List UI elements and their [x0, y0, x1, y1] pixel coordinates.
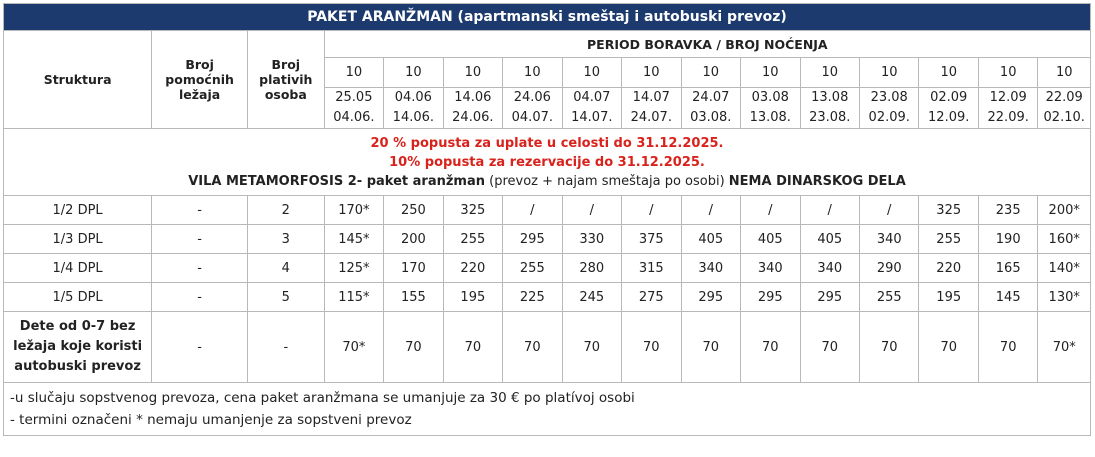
price-cell: 70	[681, 312, 740, 383]
period-from: 04.06	[394, 90, 432, 105]
price-cell: 155	[384, 283, 443, 312]
price-cell: 70	[503, 312, 562, 383]
period-nights: 10	[978, 58, 1037, 88]
period-to: 22.09.	[987, 110, 1029, 125]
table-row	[4, 312, 1091, 383]
price-cell: 145	[978, 283, 1037, 312]
period-to: 14.07.	[571, 110, 613, 125]
price-cell: 70	[622, 312, 681, 383]
period-dates	[384, 88, 443, 129]
table-row	[4, 283, 1091, 312]
price-cell: 195	[919, 283, 978, 312]
period-to: 24.07.	[630, 110, 672, 125]
row-structure: 1/4 DPL	[4, 254, 152, 283]
price-cell: 250	[384, 196, 443, 225]
period-from: 22.09	[1045, 90, 1083, 105]
price-cell: 375	[622, 225, 681, 254]
row-structure: 1/3 DPL	[4, 225, 152, 254]
price-cell: 405	[800, 225, 859, 254]
price-cell: 190	[978, 225, 1037, 254]
period-from: 12.09	[989, 90, 1027, 105]
period-to: 23.08.	[809, 110, 851, 125]
row-paying-persons: 5	[248, 283, 325, 312]
price-cell: 70	[562, 312, 621, 383]
period-from: 02.09	[930, 90, 968, 105]
row-paying-persons: -	[248, 312, 325, 383]
price-cell: 170*	[324, 196, 383, 225]
price-cell: 70	[859, 312, 918, 383]
row-extra-beds: -	[152, 254, 248, 283]
price-cell: 290	[859, 254, 918, 283]
row-paying-persons: 4	[248, 254, 325, 283]
price-cell: 70	[384, 312, 443, 383]
price-cell: 70	[741, 312, 800, 383]
period-from: 25.05	[335, 90, 373, 105]
price-cell: 165	[978, 254, 1037, 283]
period-nights: 10	[562, 58, 621, 88]
row-structure: Dete od 0-7 bez ležaja koje koristi autobuski prevoz	[4, 312, 152, 383]
period-to: 04.07.	[511, 110, 553, 125]
price-cell: 295	[741, 283, 800, 312]
period-from: 14.07	[632, 90, 670, 105]
period-from: 04.07	[573, 90, 611, 105]
period-from: 03.08	[751, 90, 789, 105]
price-cell: 405	[741, 225, 800, 254]
price-cell: 160*	[1038, 225, 1091, 254]
price-cell: 340	[741, 254, 800, 283]
price-cell: /	[562, 196, 621, 225]
price-cell: 325	[919, 196, 978, 225]
price-cell: 340	[800, 254, 859, 283]
price-cell: 325	[443, 196, 502, 225]
price-cell: 340	[681, 254, 740, 283]
price-rows	[4, 196, 1091, 383]
row-structure: 1/2 DPL	[4, 196, 152, 225]
row-paying-persons: 3	[248, 225, 325, 254]
price-cell: /	[503, 196, 562, 225]
price-cell: 220	[443, 254, 502, 283]
price-cell: 125*	[324, 254, 383, 283]
price-cell: /	[622, 196, 681, 225]
price-cell: 275	[622, 283, 681, 312]
price-cell: 200*	[1038, 196, 1091, 225]
price-cell: 220	[919, 254, 978, 283]
period-from: 13.08	[811, 90, 849, 105]
period-dates	[324, 88, 383, 129]
price-table	[3, 3, 1091, 436]
row-extra-beds: -	[152, 283, 248, 312]
period-from: 14.06	[454, 90, 492, 105]
promo-package-desc: (prevoz + najam smeštaja po osobi)	[485, 174, 729, 189]
price-cell: 235	[978, 196, 1037, 225]
period-to: 02.09.	[868, 110, 910, 125]
period-to: 02.10.	[1043, 110, 1085, 125]
period-to: 03.08.	[690, 110, 732, 125]
period-nights: 10	[503, 58, 562, 88]
price-cell: /	[681, 196, 740, 225]
price-cell: 340	[859, 225, 918, 254]
period-dates	[978, 88, 1037, 129]
period-nights: 10	[324, 58, 383, 88]
period-dates	[503, 88, 562, 129]
period-dates	[741, 88, 800, 129]
period-nights: 10	[859, 58, 918, 88]
period-nights: 10	[622, 58, 681, 88]
price-cell: 170	[384, 254, 443, 283]
period-to: 13.08.	[749, 110, 791, 125]
period-nights: 10	[741, 58, 800, 88]
price-cell: 330	[562, 225, 621, 254]
period-from: 24.07	[692, 90, 730, 105]
price-cell: 70	[800, 312, 859, 383]
price-cell: 255	[443, 225, 502, 254]
price-cell: 295	[503, 225, 562, 254]
period-dates	[800, 88, 859, 129]
price-cell: 70*	[324, 312, 383, 383]
period-dates	[681, 88, 740, 129]
price-cell: /	[800, 196, 859, 225]
row-paying-persons: 2	[248, 196, 325, 225]
notes-block	[4, 383, 1091, 436]
price-cell: 195	[443, 283, 502, 312]
promo-package-name: VILA METAMORFOSIS 2- paket aranžman	[188, 174, 485, 189]
period-nights: 10	[800, 58, 859, 88]
period-to: 12.09.	[928, 110, 970, 125]
price-cell: 70	[443, 312, 502, 383]
period-nights: 10	[1038, 58, 1091, 88]
price-cell: 295	[800, 283, 859, 312]
header-extra-beds: Broj pomoćnih ležaja	[152, 31, 248, 129]
promo-discount-full-payment: 20 % popusta za uplate u celosti do 31.12.2025.	[370, 136, 724, 151]
price-cell: 255	[919, 225, 978, 254]
period-dates	[622, 88, 681, 129]
price-cell: 315	[622, 254, 681, 283]
period-nights: 10	[681, 58, 740, 88]
period-dates	[562, 88, 621, 129]
price-cell: 200	[384, 225, 443, 254]
header-period: PERIOD BORAVKA / BROJ NOĆENJA	[324, 31, 1090, 58]
promo-discount-reservation: 10% popusta za rezervacije do 31.12.2025.	[389, 155, 705, 170]
note-own-transport: -u slučaju sopstvenog prevoza, cena paket aranžmana se umanjuje za 30 € po platívoj osobi	[10, 390, 635, 406]
period-nights: 10	[919, 58, 978, 88]
period-from: 23.08	[870, 90, 908, 105]
price-cell: 280	[562, 254, 621, 283]
period-nights: 10	[443, 58, 502, 88]
price-cell: 225	[503, 283, 562, 312]
period-dates	[1038, 88, 1091, 129]
table-row	[4, 225, 1091, 254]
price-cell: 115*	[324, 283, 383, 312]
price-cell: 70	[978, 312, 1037, 383]
period-nights: 10	[384, 58, 443, 88]
header-paying-persons: Broj plativih osoba	[248, 31, 325, 129]
price-cell: 70	[919, 312, 978, 383]
period-from: 24.06	[513, 90, 551, 105]
row-extra-beds: -	[152, 312, 248, 383]
row-structure: 1/5 DPL	[4, 283, 152, 312]
price-cell: 405	[681, 225, 740, 254]
price-cell: 70*	[1038, 312, 1091, 383]
price-cell: /	[741, 196, 800, 225]
price-table-container	[3, 3, 1091, 436]
price-cell: 295	[681, 283, 740, 312]
period-dates	[443, 88, 502, 129]
table-title: PAKET ARANŽMAN (apartmanski smeštaj i autobuski prevoz)	[4, 4, 1091, 31]
price-cell: 245	[562, 283, 621, 312]
price-cell: 255	[503, 254, 562, 283]
price-cell: 140*	[1038, 254, 1091, 283]
table-row	[4, 196, 1091, 225]
period-to: 24.06.	[452, 110, 494, 125]
table-row	[4, 254, 1091, 283]
price-cell: 130*	[1038, 283, 1091, 312]
note-asterisk: - termini označeni * nemaju umanjenje za sopstveni prevoz	[10, 412, 412, 428]
period-dates	[859, 88, 918, 129]
promo-package-note: NEMA DINARSKOG DELA	[728, 174, 906, 189]
price-cell: 145*	[324, 225, 383, 254]
promo-block	[4, 129, 1091, 196]
period-to: 14.06.	[392, 110, 435, 125]
row-extra-beds: -	[152, 196, 248, 225]
period-dates	[919, 88, 978, 129]
row-extra-beds: -	[152, 225, 248, 254]
price-cell: 255	[859, 283, 918, 312]
price-cell: /	[859, 196, 918, 225]
header-structure: Struktura	[4, 31, 152, 129]
period-to: 04.06.	[333, 110, 375, 125]
